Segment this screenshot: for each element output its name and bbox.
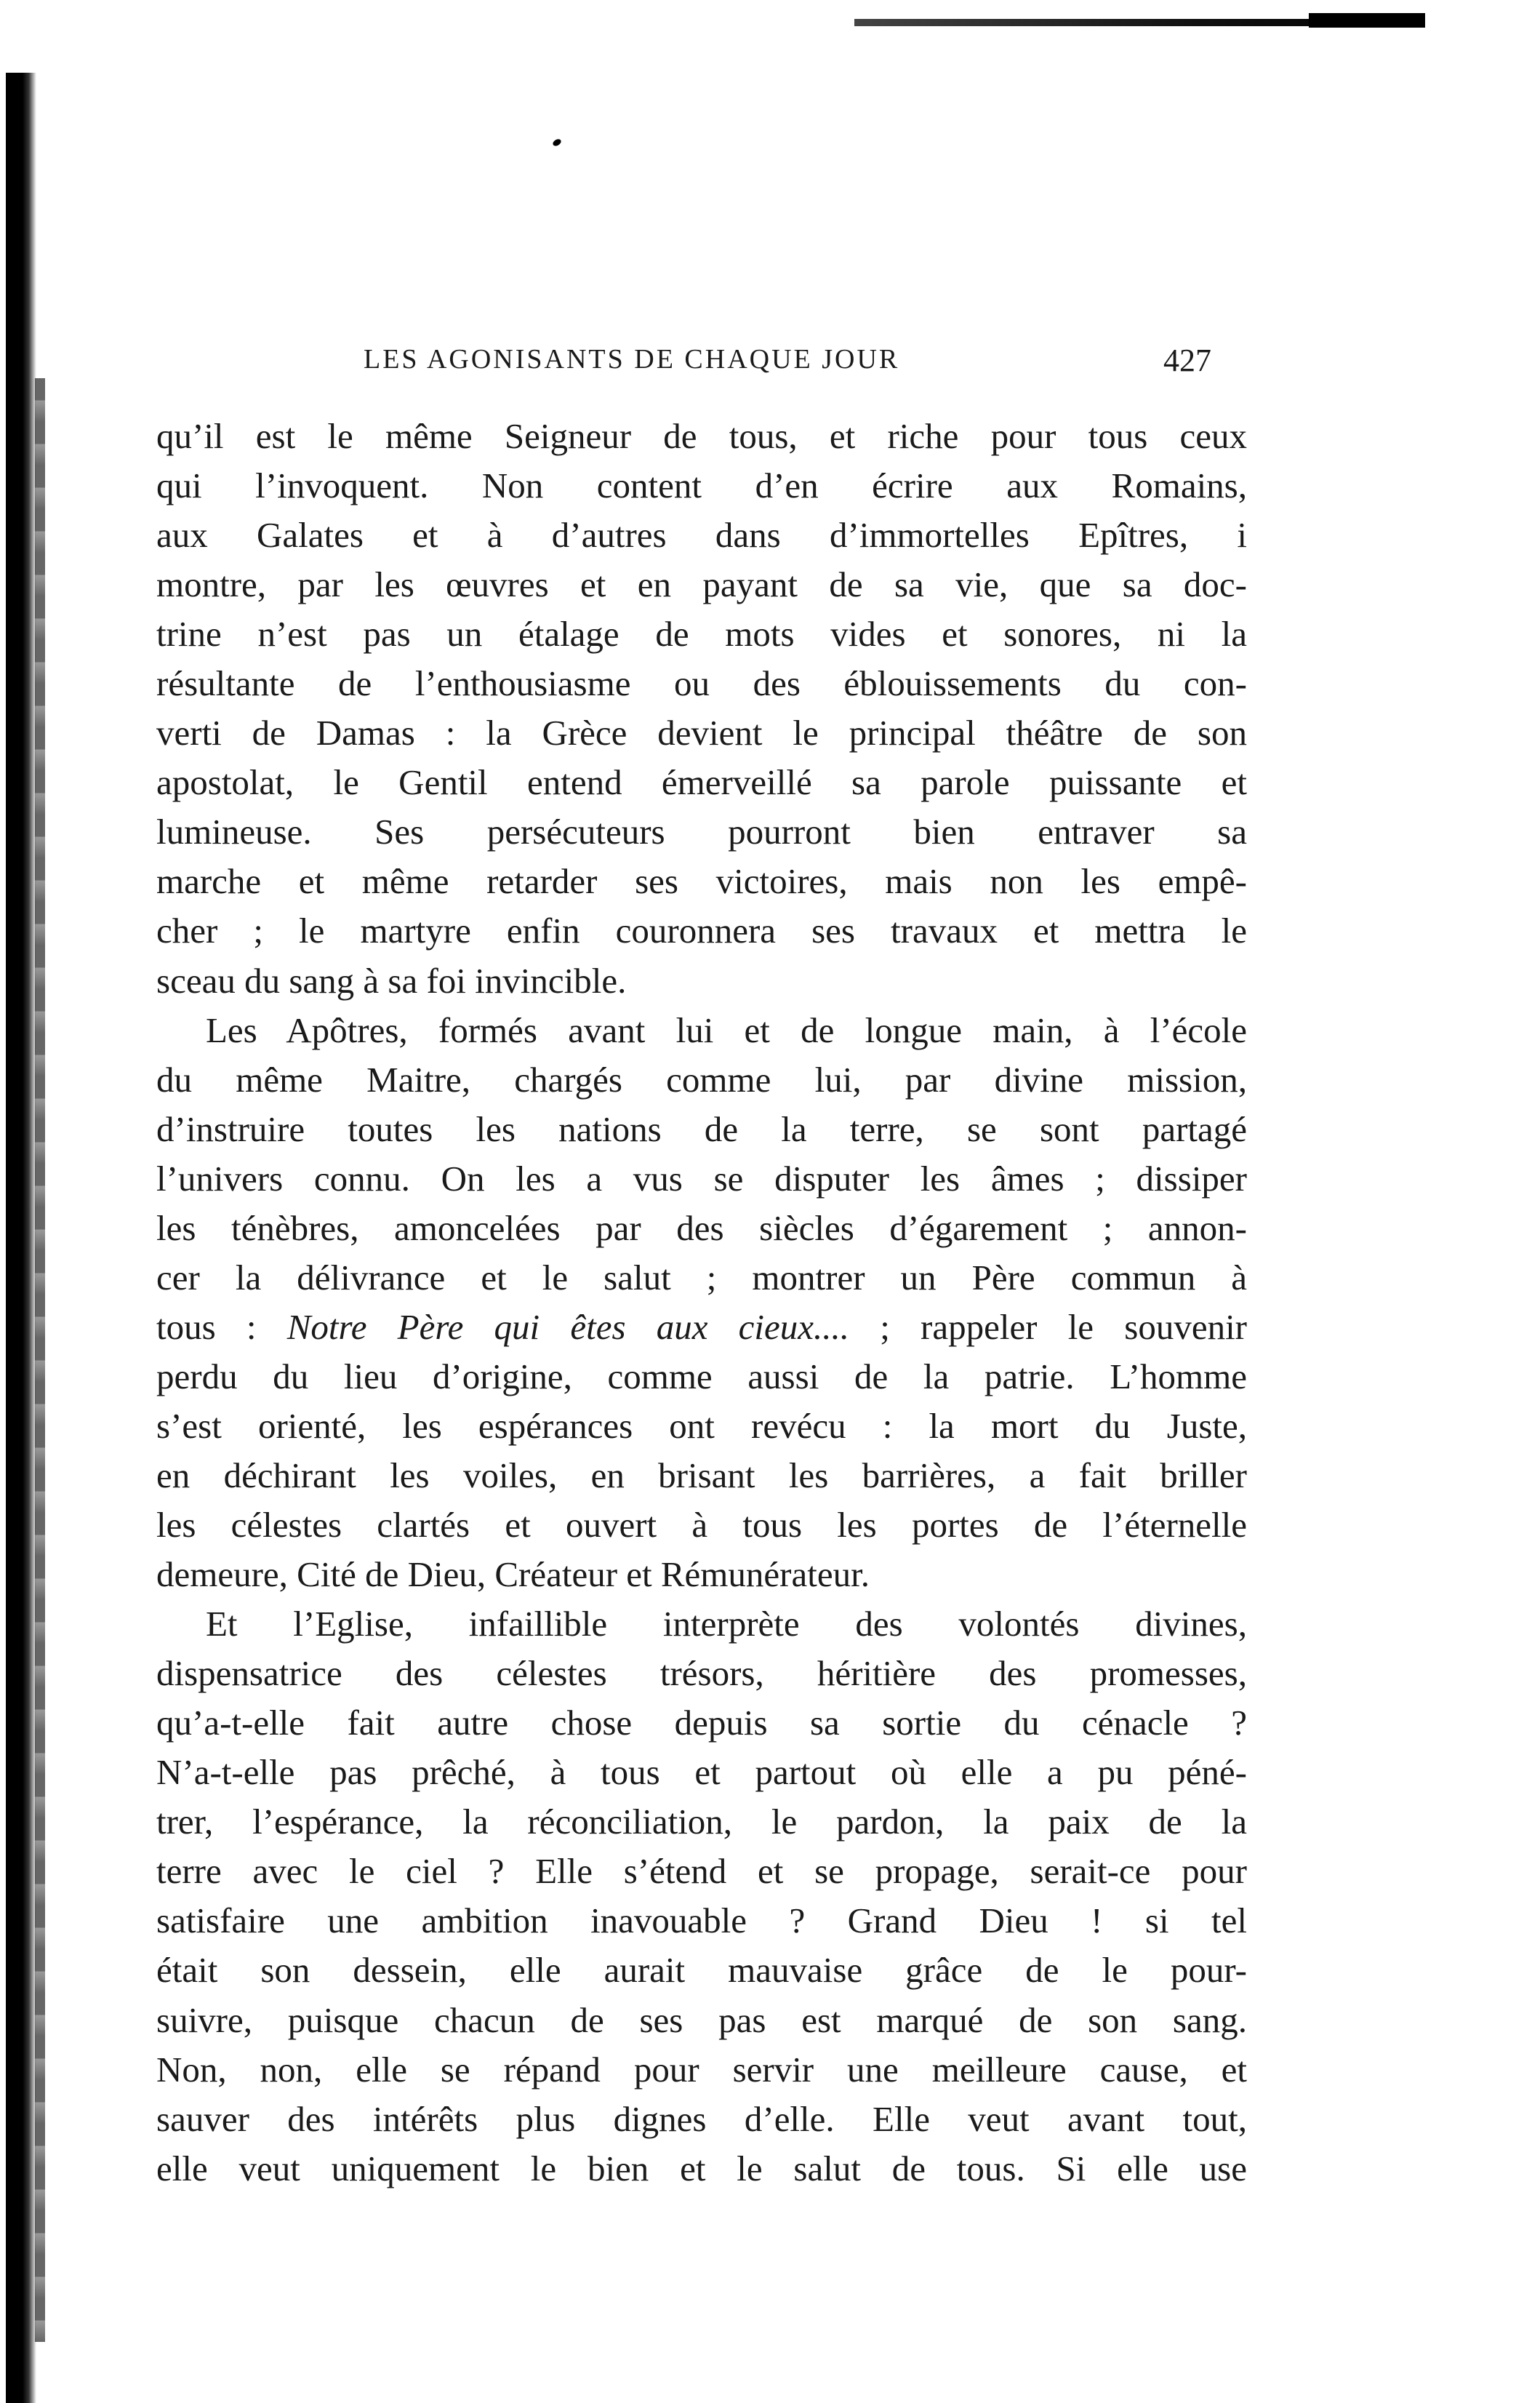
running-title: LES AGONISANTS DE CHAQUE JOUR <box>364 344 900 375</box>
text-line: verti de Damas : la Grèce devient le principal théâtre de son <box>156 713 1247 753</box>
text-line: trine n’est pas un étalage de mots vides et sonores, ni la <box>156 614 1247 655</box>
text-line: aux Galates et à d’autres dans d’immortelles Epîtres, i <box>156 515 1247 556</box>
text-line: cher ; le martyre enfin couronnera ses travaux et mettra le <box>156 911 1247 951</box>
text-line: Et l’Eglise, infaillible interprète des volontés divines, <box>206 1604 1247 1644</box>
text-line: Les Apôtres, formés avant lui et de longue main, à l’école <box>206 1009 1247 1050</box>
text-line: Non, non, elle se répand pour servir une meilleure cause, et <box>156 2049 1247 2090</box>
text-line: perdu du lieu d’origine, comme aussi de la patrie. L’homme <box>156 1356 1247 1396</box>
text-line: lumineuse. Ses persécuteurs pourront bien entraver sa <box>156 812 1247 852</box>
text-line: apostolat, le Gentil entend émerveillé sa parole puissante et <box>156 762 1247 803</box>
text-line: du même Maitre, chargés comme lui, par divine mission, <box>156 1059 1247 1100</box>
text-line: s’est orienté, les espérances ont revécu : la mort du Juste, <box>156 1405 1247 1446</box>
text-segment: ; rappeler le souvenir <box>849 1306 1247 1347</box>
text-line-with-quotation <box>156 1303 1247 1352</box>
page-number: 427 <box>1163 343 1211 378</box>
text-line: était son dessein, elle aurait mauvaise grâce de le pour- <box>156 1950 1247 1991</box>
text-line: terre avec le ciel ? Elle s’étend et se propage, serait-ce pour <box>156 1851 1247 1892</box>
text-line: N’a-t-elle pas prêché, à tous et partout où elle a pu péné- <box>156 1752 1247 1793</box>
text-line: dispensatrice des célestes trésors, héritière des promesses, <box>156 1653 1247 1694</box>
text-line: en déchirant les voiles, en brisant les barrières, a fait briller <box>156 1455 1247 1495</box>
text-line: les célestes clartés et ouvert à tous les portes de l’éternelle <box>156 1505 1247 1546</box>
text-line: qui l’invoquent. Non content d’en écrire aux Romains, <box>156 465 1247 506</box>
text-line: suivre, puisque chacun de ses pas est marqué de son sang. <box>156 1999 1247 2040</box>
text-line: qu’a-t-elle fait autre chose depuis sa sortie du cénacle ? <box>156 1703 1247 1743</box>
text-line: l’univers connu. On les a vus se disputer les âmes ; dissiper <box>156 1158 1247 1199</box>
text-line: marche et même retarder ses victoires, mais non les empê- <box>156 861 1247 902</box>
text-line: trer, l’espérance, la réconciliation, le pardon, la paix de la <box>156 1802 1247 1842</box>
scan-left-border <box>6 73 36 2403</box>
text-line: cer la délivrance et le salut ; montrer un Père commun à <box>156 1257 1247 1298</box>
text-line: montre, par les œuvres et en payant de sa vie, que sa doc- <box>156 564 1247 605</box>
scan-top-rule-mark <box>1309 13 1425 28</box>
text-line: sceau du sang à sa foi invincible. <box>156 960 627 1001</box>
scan-left-border-edge <box>35 378 45 2342</box>
text-line: résultante de l’enthousiasme ou des éblouissements du con- <box>156 663 1247 704</box>
text-line: d’instruire toutes les nations de la terre, se sont partagé <box>156 1108 1247 1149</box>
text-line: sauver des intérêts plus dignes d’elle. Elle veut avant tout, <box>156 2098 1247 2139</box>
scan-speck <box>552 138 562 148</box>
text-line: satisfaire une ambition inavouable ? Grand Dieu ! si tel <box>156 1900 1247 1941</box>
text-line: les ténèbres, amoncelées par des siècles d’égarement ; annon- <box>156 1207 1247 1248</box>
text-line: elle veut uniquement le bien et le salut de tous. Si elle use <box>156 2148 1247 2188</box>
text-line: qu’il est le même Seigneur de tous, et riche pour tous ceux <box>156 416 1247 456</box>
text-line: demeure, Cité de Dieu, Créateur et Rémunérateur. <box>156 1554 870 1595</box>
italic-quotation: Notre Père qui êtes aux cieux.... <box>286 1306 850 1347</box>
page-body <box>156 412 1247 2194</box>
text-segment: tous : <box>156 1306 287 1347</box>
